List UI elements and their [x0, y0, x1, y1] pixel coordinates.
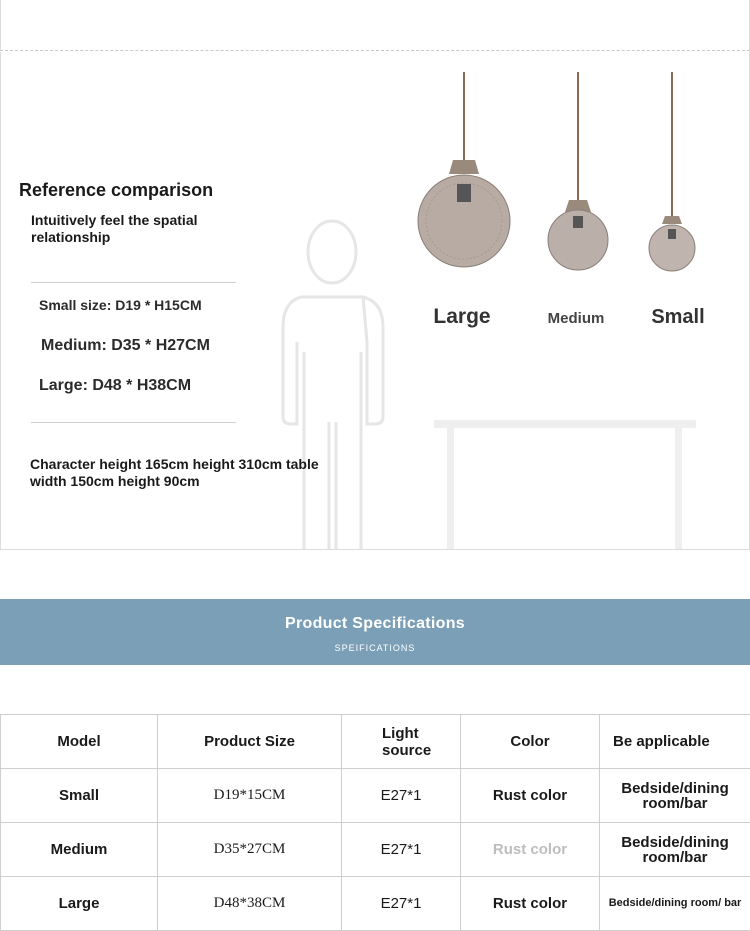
large-lamp-image: [418, 160, 510, 267]
size-small-text: Small size: D19 * H15CM: [39, 297, 202, 313]
human-silhouette: [283, 221, 383, 549]
divider-top: [31, 282, 236, 283]
table-row: [1, 769, 750, 823]
lamp-label-small: Small: [641, 306, 715, 329]
spec-title: Product Specifications: [0, 615, 750, 633]
table-row: [1, 877, 750, 931]
cell-color: Rust color: [461, 823, 600, 877]
cell-size: D19*15CM: [158, 769, 342, 823]
cell-light: E27*1: [342, 823, 461, 877]
cell-color: Rust color: [461, 769, 600, 823]
cell-use: Bedside/dining room/bar: [600, 823, 750, 877]
header-size: Product Size: [158, 715, 342, 769]
header-model: Model: [1, 715, 158, 769]
table-header-row: [1, 715, 750, 769]
small-lamp-image: [649, 216, 695, 271]
cell-light: E27*1: [342, 877, 461, 931]
size-large-text: Large: D48 * H38CM: [39, 377, 191, 395]
medium-lamp-image: [548, 200, 608, 270]
cell-light: E27*1: [342, 769, 461, 823]
cell-size: D35*27CM: [158, 823, 342, 877]
cell-model: Large: [1, 877, 158, 931]
header-use: Be applicable: [600, 715, 750, 769]
cell-model: Small: [1, 769, 158, 823]
spec-banner: [0, 599, 750, 665]
spec-table: [0, 714, 750, 931]
character-note: Character height 165cm height 310cm table width 150cm height 90cm: [30, 456, 350, 490]
cell-use: Bedside/dining room/ bar: [600, 877, 750, 931]
size-medium-text: Medium: D35 * H27CM: [41, 337, 210, 355]
table-row: [1, 823, 750, 877]
lamp-label-large: Large: [419, 305, 505, 329]
reference-comparison-panel: [0, 52, 750, 550]
spec-subtitle: SPEIFICATIONS: [0, 643, 750, 653]
cell-color: Rust color: [461, 877, 600, 931]
table-silhouette: [434, 420, 696, 549]
lamp-label-medium: Medium: [536, 310, 616, 327]
cell-model: Medium: [1, 823, 158, 877]
divider-bottom: [31, 422, 236, 423]
cell-size: D48*38CM: [158, 877, 342, 931]
header-color: Color: [461, 715, 600, 769]
reference-title: Reference comparison: [19, 180, 213, 201]
cell-use: Bedside/dining room/bar: [600, 769, 750, 823]
header-light: Light source: [342, 715, 461, 769]
reference-subtitle: Intuitively feel the spatial relationship: [31, 212, 231, 246]
top-image-strip: [0, 0, 750, 51]
